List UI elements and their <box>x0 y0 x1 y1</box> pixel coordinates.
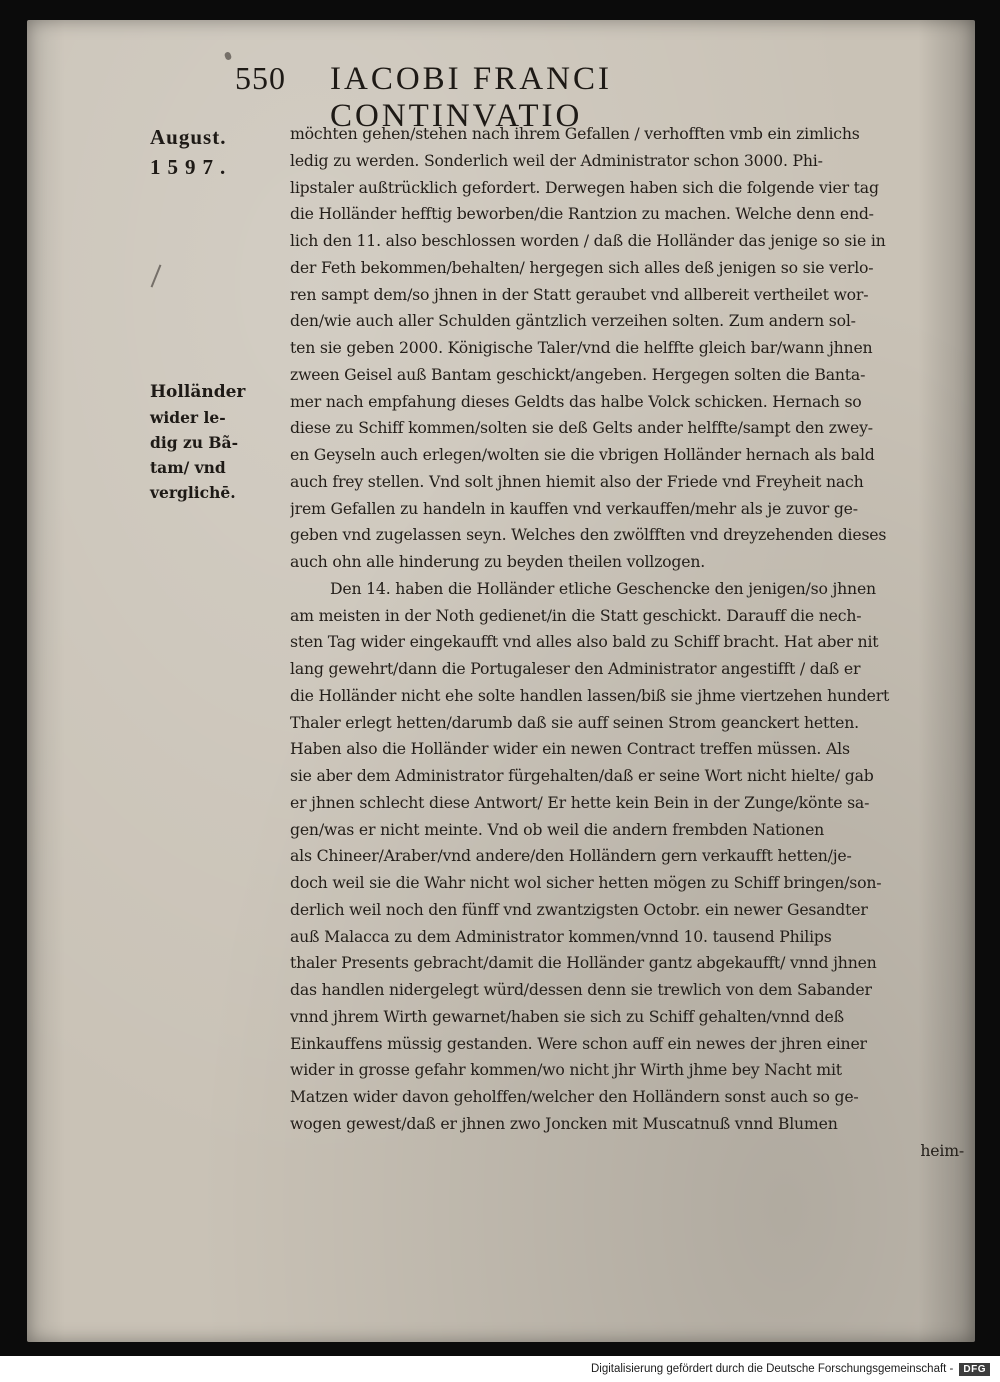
ink-mark <box>151 264 162 287</box>
digitization-footer <box>0 1356 1000 1382</box>
margin-date <box>150 122 265 182</box>
text-line: am meisten in der Noth gedienet/in die Statt geschickt. Darauff die nech- <box>290 605 862 625</box>
text-line: die Holländer nicht ehe solte handlen lassen/biß sie jhme viertzehen hundert <box>290 685 890 705</box>
text-line: lipstaler außtrücklich gefordert. Derwegen haben sich die folgende vier tag <box>290 177 879 197</box>
text-line: Matzen wider davon geholffen/welcher den Holländern sonst auch so ge- <box>290 1087 859 1106</box>
margin-date-year: 1597. <box>150 155 233 179</box>
text-line: thaler Presents gebracht/damit die Holländer gantz abgekaufft/ vnnd jhnen <box>290 953 877 973</box>
body-text <box>290 121 976 1164</box>
text-line: jrem Gefallen zu handeln in kauffen vnd verkauffen/mehr als je zuvor ge- <box>290 498 858 518</box>
margin-note-line: dig zu Bã- <box>150 433 239 452</box>
text-line: geben vnd zugelassen seyn. Welches den zwölfften vnd dreyzehenden dieses <box>290 525 887 545</box>
catchword: heim- <box>920 1140 964 1160</box>
text-line: das handlen nidergelegt würd/dessen denn sie trewlich von dem Sabander <box>290 980 872 999</box>
text-line: wogen gewest/daß er jhnen zwo Joncken mit Muscatnuß vnnd Blumen <box>290 1113 838 1133</box>
text-line: doch weil sie die Wahr nicht wol sicher hetten mögen zu Schiff bringen/son- <box>290 873 882 892</box>
text-line: derlich weil noch den fünff vnd zwantzigsten Octobr. ein newer Gesandter <box>290 899 868 919</box>
text-line: lich den 11. also beschlossen worden / daß die Holländer das jenige so sie in <box>290 231 886 250</box>
text-line: gen/was er nicht meinte. Vnd ob weil die andern frembden Nationen <box>290 819 825 839</box>
paragraph-start-line: Den 14. haben die Holländer etliche Geschencke den jenigen/so jhnen <box>330 578 876 598</box>
text-line: mer nach empfahung dieses Geldts das halbe Volck schicken. Hernach so <box>290 391 862 411</box>
text-line: lang gewehrt/dann die Portugaleser den Administrator angestifft / daß er <box>290 659 861 678</box>
text-line: ren sampt dem/so jhnen in der Statt geraubet vnd allbereit vertheilet wor- <box>290 284 869 304</box>
running-title: IACOBI FRANCI CONTINVATIO <box>330 61 612 134</box>
text-line: Haben also die Holländer wider ein newen Contract treffen müssen. Als <box>290 739 850 759</box>
text-line: sten Tag wider eingekaufft vnd alles also bald zu Schiff bracht. Hat aber nit <box>290 632 879 652</box>
text-line: Thaler erlegt hetten/darumb daß sie auff seinen Strom geanckert hetten. <box>290 712 859 732</box>
text-line: sie aber dem Administrator fürgehalten/daß er seine Wort nicht hielte/ gab <box>290 766 874 785</box>
text-line: ten sie geben 2000. Königische Taler/vnd die helffte gleich bar/wann jhnen <box>290 338 873 357</box>
margin-date-month: August. <box>150 125 227 149</box>
text-line: wider in grosse gefahr kommen/wo nicht jhr Wirth jhme bey Nacht mit <box>290 1060 842 1080</box>
text-line: en Geyseln auch erlegen/wolten sie die vbrigen Holländer hernach als bald <box>290 445 875 464</box>
text-line: ledig zu werden. Sonderlich weil der Administrator schon 3000. Phi- <box>290 150 823 170</box>
ink-speck <box>224 51 232 61</box>
text-line: Einkauffens müssig gestanden. Were schon auff ein newes der jhren einer <box>290 1033 867 1053</box>
page-number: 550 <box>235 60 286 96</box>
text-line: auß Malacca zu dem Administrator kommen/vnnd 10. tausend Philips <box>290 926 832 946</box>
margin-note-line: tam/ vnd <box>150 458 226 477</box>
text-line: vnnd jhrem Wirth gewarnet/haben sie sich zu Schiff gehalten/vnnd deß <box>290 1006 844 1026</box>
text-line: diese zu Schiff kommen/solten sie deß Gelts ander helffte/sampt den zwey- <box>290 418 873 438</box>
footer-credit-text: Digitalisierung gefördert durch die Deutsche Forschungsgemeinschaft - <box>590 1363 954 1375</box>
text-line: er jhnen schlecht diese Antwort/ Er hette kein Bein in der Zunge/könte sa- <box>290 792 870 812</box>
text-line: auch frey stellen. Vnd solt jhnen hiemit also der Friede vnd Freyheit nach <box>290 471 864 491</box>
text-line: der Feth bekommen/behalten/ hergegen sich alles deß jenigen so sie verlo- <box>290 257 874 277</box>
dfg-logo: DFG <box>959 1363 990 1376</box>
margin-note-line: Holländer <box>150 382 246 402</box>
text-line: zween Geisel auß Bantam geschickt/angeben. Hergegen solten die Banta- <box>290 364 866 384</box>
margin-note <box>150 380 280 505</box>
margin-note-line: wider le- <box>150 408 226 427</box>
text-line: als Chineer/Araber/vnd andere/den Holländern gern verkaufft hetten/je- <box>290 846 852 866</box>
text-line: möchten gehen/stehen nach ihrem Gefallen / verhofften vmb ein zimlichs <box>290 124 860 143</box>
margin-note-line: verglichē. <box>150 483 236 502</box>
text-line: auch ohn alle hinderung zu beyden theilen vollzogen. <box>290 552 706 571</box>
text-line: die Holländer hefftig beworben/die Rantzion zu machen. Welche denn end- <box>290 204 874 224</box>
text-line: den/wie auch aller Schulden gäntzlich verzeihen solten. Zum andern sol- <box>290 311 856 331</box>
